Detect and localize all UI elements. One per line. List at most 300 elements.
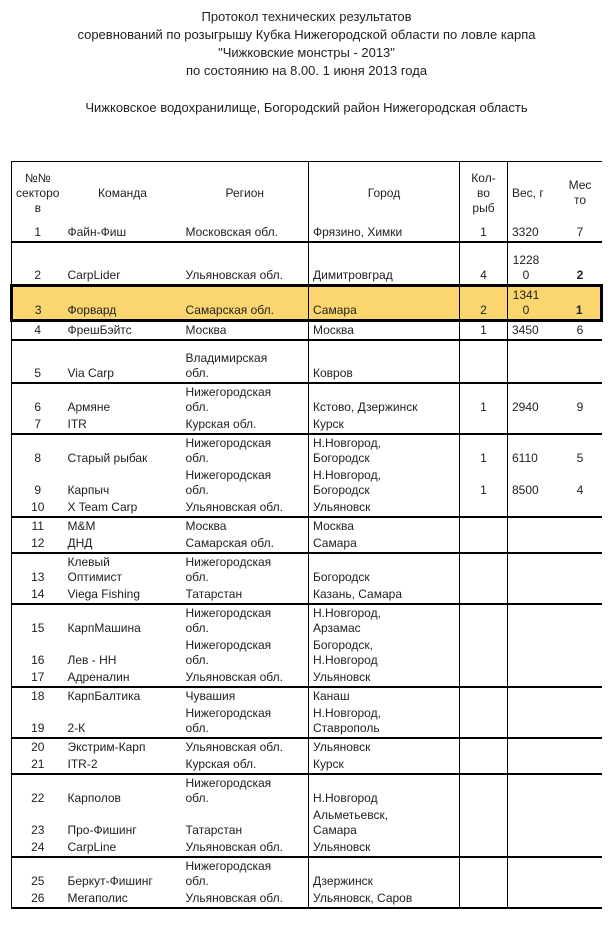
cell-weight-text: 13410 — [512, 288, 540, 317]
cell-region-text: Ульяновская обл. — [185, 268, 283, 282]
cell-city-text: Н.Новгород, Богородск — [313, 468, 381, 497]
cell-city-text: Москва — [313, 323, 354, 337]
cell-city-text: Н.Новгород, Богородск — [313, 436, 381, 465]
cell-sector: 10 — [12, 499, 64, 517]
cell-team-text: 2-К — [67, 721, 86, 735]
cell-weight-text: 6110 — [512, 451, 538, 465]
cell-team-text: Карполов — [67, 791, 121, 805]
cell-weight — [508, 774, 559, 807]
cell-city — [309, 669, 460, 687]
cell-region-text: Нижегородская обл. — [185, 436, 272, 465]
cell-team-text: Лев - НН — [67, 653, 117, 667]
cell-city-text: Самара — [313, 536, 357, 550]
cell-fish-count: 2 — [460, 286, 508, 321]
header-sector: №№ секторов — [16, 170, 60, 215]
cell-region — [182, 416, 309, 434]
cell-region-text: Нижегородская обл. — [185, 468, 272, 497]
cell-fish-count: 1 — [460, 224, 508, 242]
venue-line: Чижковское водохранилище, Богородский район Нижегородская область — [85, 100, 528, 115]
cell-region-text: Самарская обл. — [185, 303, 274, 317]
cell-sector: 4 — [12, 321, 64, 341]
cell-team — [64, 604, 182, 637]
cell-weight — [508, 535, 559, 553]
cell-city-text: Ковров — [313, 366, 353, 380]
cell-team — [64, 857, 182, 890]
cell-place: 6 — [559, 321, 602, 341]
table-row — [12, 383, 602, 416]
cell-weight — [508, 807, 559, 839]
cell-team-text: Беркут-Фишинг — [67, 874, 153, 888]
table-row — [12, 637, 602, 669]
cell-team-text: КарпБалтика — [67, 689, 141, 703]
cell-region-text: Москва — [185, 519, 227, 533]
cell-region — [182, 535, 309, 553]
cell-place — [559, 807, 602, 839]
cell-weight — [508, 286, 559, 321]
cell-fish-count: 4 — [460, 242, 508, 286]
cell-team-text: M&M — [67, 519, 96, 533]
cell-team-text: Армяне — [67, 400, 111, 414]
cell-region — [182, 637, 309, 669]
cell-weight — [508, 517, 559, 535]
cell-place — [559, 535, 602, 553]
cell-weight — [508, 553, 559, 586]
cell-team — [64, 467, 182, 499]
cell-team — [64, 321, 182, 341]
cell-place — [559, 738, 602, 756]
cell-region — [182, 807, 309, 839]
cell-region — [182, 340, 309, 383]
cell-team — [64, 416, 182, 434]
cell-team-text: ФрешБэйтс — [67, 323, 132, 337]
title-line-4: по состоянию на 8.00. 1 июня 2013 года — [185, 63, 428, 78]
title-line-2: соревнований по розыгрышу Кубка Нижегородской области по ловле карпа — [77, 27, 536, 42]
cell-region — [182, 286, 309, 321]
cell-region-text: Ульяновская обл. — [185, 500, 283, 514]
cell-weight — [508, 705, 559, 738]
cell-city — [309, 321, 460, 341]
cell-team — [64, 535, 182, 553]
cell-city — [309, 774, 460, 807]
cell-weight — [508, 499, 559, 517]
cell-weight-text: 12280 — [512, 253, 540, 282]
cell-fish-count — [460, 857, 508, 890]
cell-sector: 24 — [12, 839, 64, 857]
cell-weight — [508, 687, 559, 705]
cell-place — [559, 774, 602, 807]
cell-team — [64, 807, 182, 839]
cell-team — [64, 669, 182, 687]
table-row — [12, 890, 602, 908]
cell-team-text: КарпМашина — [67, 621, 141, 635]
cell-team — [64, 637, 182, 669]
cell-region — [182, 857, 309, 890]
cell-place — [559, 705, 602, 738]
cell-sector: 8 — [34, 451, 42, 465]
cell-team — [64, 705, 182, 738]
cell-region-text: Татарстан — [185, 587, 243, 601]
cell-city-text: Богородск — [313, 570, 370, 584]
cell-city — [309, 738, 460, 756]
table-header-row — [12, 162, 602, 225]
cell-place — [559, 499, 602, 517]
cell-city-text: Канаш — [313, 689, 350, 703]
cell-region-text: Нижегородская обл. — [185, 606, 272, 635]
table-row — [12, 517, 602, 535]
cell-sector: 22 — [31, 791, 45, 805]
cell-region-text: Нижегородская обл. — [185, 385, 272, 414]
cell-fish-count — [460, 890, 508, 908]
cell-region — [182, 434, 309, 467]
cell-city — [309, 705, 460, 738]
cell-team — [64, 340, 182, 383]
cell-region-text: Татарстан — [185, 823, 243, 837]
cell-city — [309, 839, 460, 857]
cell-place — [559, 416, 602, 434]
cell-weight — [508, 604, 559, 637]
table-row — [12, 224, 602, 242]
header-team: Команда — [98, 185, 147, 200]
cell-place: 5 — [576, 451, 584, 465]
cell-city — [309, 586, 460, 604]
cell-region — [182, 756, 309, 774]
cell-city — [309, 890, 460, 908]
cell-team — [64, 839, 182, 857]
cell-place — [559, 756, 602, 774]
cell-fish-count — [460, 756, 508, 774]
cell-place: 1 — [559, 286, 602, 321]
cell-region-text: Нижегородская обл. — [185, 859, 272, 888]
cell-team-text: ДНД — [67, 536, 93, 550]
cell-region-text: Ульяновская обл. — [185, 670, 283, 684]
cell-weight — [508, 890, 559, 908]
cell-city-text: Москва — [313, 519, 354, 533]
cell-region-text: Ульяновская обл. — [185, 891, 283, 905]
cell-city — [309, 535, 460, 553]
cell-sector: 3 — [12, 286, 64, 321]
cell-sector: 16 — [31, 653, 45, 667]
cell-sector: 19 — [12, 705, 64, 738]
cell-fish-count — [460, 839, 508, 857]
cell-fish-count — [460, 669, 508, 687]
cell-weight — [508, 738, 559, 756]
cell-place — [559, 517, 602, 535]
table-row — [12, 705, 602, 738]
cell-team-text: Форвард — [67, 303, 117, 317]
table-row — [12, 756, 602, 774]
cell-weight — [508, 242, 559, 286]
cell-team-text: X Team Carp — [67, 500, 138, 514]
cell-team — [64, 774, 182, 807]
cell-region — [182, 499, 309, 517]
cell-region-text: Москва — [185, 323, 227, 337]
table-row-selected — [12, 286, 602, 321]
cell-region-text: Нижегородская обл. — [185, 706, 272, 735]
table-row — [12, 416, 602, 434]
cell-weight — [508, 586, 559, 604]
cell-city — [309, 383, 460, 416]
cell-region — [182, 517, 309, 535]
cell-city — [309, 434, 460, 467]
cell-fish-count — [460, 738, 508, 756]
cell-fish-count — [460, 553, 508, 586]
cell-sector: 6 — [34, 400, 42, 414]
cell-team — [64, 434, 182, 467]
cell-sector: 13 — [31, 570, 45, 584]
cell-city-text: Ульяновск — [313, 840, 371, 854]
cell-team — [64, 756, 182, 774]
cell-region — [182, 738, 309, 756]
cell-city-text: Ульяновск — [313, 740, 371, 754]
cell-city-text: Н.Новгород, Ставрополь — [313, 706, 381, 735]
cell-sector: 1 — [12, 224, 64, 242]
header-place: Место — [568, 178, 592, 207]
cell-fish-count — [460, 637, 508, 669]
cell-city-text: Казань, Самара — [313, 587, 402, 601]
cell-fish-count — [460, 807, 508, 839]
cell-team — [64, 224, 182, 242]
cell-place — [559, 604, 602, 637]
cell-city-text: Ульяновск, Саров — [313, 891, 413, 905]
cell-city-text: Н.Новгород — [313, 791, 378, 805]
cell-team-text: ITR-2 — [67, 757, 98, 771]
cell-fish-count — [460, 340, 508, 383]
cell-sector: 7 — [12, 416, 64, 434]
cell-city — [309, 416, 460, 434]
table-row — [12, 434, 602, 467]
table-row — [12, 839, 602, 857]
table-row — [12, 738, 602, 756]
cell-sector: 21 — [12, 756, 64, 774]
cell-place — [559, 637, 602, 669]
table-row — [12, 535, 602, 553]
cell-city — [309, 467, 460, 499]
table-row — [12, 586, 602, 604]
cell-region-text: Нижегородская обл. — [185, 638, 272, 667]
cell-fish-count — [460, 499, 508, 517]
cell-team — [64, 517, 182, 535]
cell-weight — [508, 224, 559, 242]
cell-city-text: Альметьевск, Самара — [313, 808, 389, 837]
cell-place — [559, 586, 602, 604]
table-row — [12, 340, 602, 383]
cell-team-text: CarpLine — [67, 840, 117, 854]
cell-region — [182, 467, 309, 499]
cell-city — [309, 857, 460, 890]
cell-fish-count: 1 — [460, 467, 508, 499]
cell-city — [309, 553, 460, 586]
cell-place — [559, 839, 602, 857]
cell-city-text: Ульяновск — [313, 500, 371, 514]
cell-weight-text: 8500 — [512, 483, 539, 497]
cell-city — [309, 286, 460, 321]
title-line-1: Протокол технических результатов — [201, 9, 412, 24]
cell-region — [182, 586, 309, 604]
cell-weight — [508, 340, 559, 383]
cell-weight-text: 3450 — [512, 323, 539, 337]
header-city: Город — [309, 162, 460, 225]
cell-team-text: Viega Fishing — [67, 587, 140, 601]
cell-city-text: Самара — [313, 303, 357, 317]
cell-city-text: Курск — [313, 757, 344, 771]
cell-city — [309, 499, 460, 517]
table-row — [12, 242, 602, 286]
cell-team — [64, 242, 182, 286]
cell-place — [559, 340, 602, 383]
cell-sector: 15 — [31, 621, 45, 635]
cell-team — [64, 586, 182, 604]
cell-sector: 26 — [12, 890, 64, 908]
cell-team-text: Клевый Оптимист — [67, 555, 122, 584]
cell-city — [309, 756, 460, 774]
header-weight: Вес, г — [512, 185, 544, 200]
cell-place: 9 — [576, 400, 584, 414]
cell-team-text: Карпыч — [67, 483, 110, 497]
cell-city — [309, 604, 460, 637]
cell-team-text: Файн-Фиш — [67, 225, 127, 239]
cell-fish-count — [460, 705, 508, 738]
cell-team-text: Мегаполис — [67, 891, 128, 905]
title-line-3: "Чижковские монстры - 2013" — [218, 45, 395, 60]
cell-region-text: Ульяновская обл. — [185, 840, 283, 854]
cell-city — [309, 637, 460, 669]
cell-sector: 9 — [34, 483, 42, 497]
cell-region-text: Курская обл. — [185, 417, 257, 431]
cell-team-text: ITR — [67, 417, 87, 431]
cell-region-text: Самарская обл. — [185, 536, 274, 550]
cell-fish-count — [460, 687, 508, 705]
cell-city-text: Кстово, Дзержинск — [313, 400, 418, 414]
cell-team — [64, 890, 182, 908]
cell-weight — [508, 637, 559, 669]
cell-region-text: Нижегородская обл. — [185, 555, 272, 584]
cell-region — [182, 224, 309, 242]
cell-place — [559, 669, 602, 687]
cell-sector: 5 — [12, 340, 64, 383]
cell-weight — [508, 756, 559, 774]
cell-region — [182, 383, 309, 416]
table-row — [12, 687, 602, 705]
cell-weight — [508, 467, 559, 499]
cell-region — [182, 321, 309, 341]
cell-fish-count — [460, 774, 508, 807]
cell-place: 4 — [576, 483, 584, 497]
cell-team-text: CarpLider — [67, 268, 121, 282]
cell-city — [309, 687, 460, 705]
cell-weight — [508, 383, 559, 416]
cell-fish-count — [460, 535, 508, 553]
table-row — [12, 669, 602, 687]
cell-city-text: Н.Новгород, Арзамас — [313, 606, 381, 635]
cell-place — [559, 857, 602, 890]
cell-city-text: Фрязино, Химки — [313, 225, 403, 239]
cell-fish-count: 1 — [460, 383, 508, 416]
table-row — [12, 467, 602, 499]
cell-place: 7 — [559, 224, 602, 242]
table-row — [12, 774, 602, 807]
cell-team-text: Старый рыбак — [67, 451, 148, 465]
cell-region — [182, 604, 309, 637]
cell-place — [559, 687, 602, 705]
cell-region — [182, 774, 309, 807]
cell-sector: 18 — [31, 689, 45, 703]
cell-sector: 11 — [31, 519, 44, 533]
cell-region — [182, 242, 309, 286]
cell-fish-count — [460, 517, 508, 535]
cell-team-text: Via Carp — [67, 366, 114, 380]
cell-sector: 2 — [34, 268, 42, 282]
cell-team — [64, 553, 182, 586]
cell-city — [309, 340, 460, 383]
cell-team-text: Экстрим-Карп — [67, 740, 146, 754]
cell-team — [64, 738, 182, 756]
cell-fish-count: 1 — [460, 434, 508, 467]
cell-team — [64, 499, 182, 517]
cell-region-text: Московская обл. — [185, 225, 278, 239]
cell-city — [309, 807, 460, 839]
cell-city — [309, 224, 460, 242]
cell-region — [182, 687, 309, 705]
cell-region-text: Чувашия — [185, 689, 236, 703]
header-fish-count: Кол-во рыб — [460, 162, 508, 225]
cell-city — [309, 242, 460, 286]
table-row — [12, 321, 602, 341]
cell-region-text: Ульяновская обл. — [185, 740, 283, 754]
table-row — [12, 604, 602, 637]
cell-city-text: Ульяновск — [313, 670, 371, 684]
cell-weight — [508, 434, 559, 467]
cell-region — [182, 705, 309, 738]
cell-region — [182, 839, 309, 857]
cell-weight — [508, 857, 559, 890]
cell-region-text: Курская обл. — [185, 757, 257, 771]
cell-team — [64, 687, 182, 705]
cell-region-text: Нижегородская обл. — [185, 776, 272, 805]
cell-sector: 20 — [31, 740, 45, 754]
table-row — [12, 807, 602, 839]
cell-team-text: Про-Фишинг — [67, 823, 137, 837]
results-table — [10, 161, 603, 909]
cell-region — [182, 890, 309, 908]
cell-region-text: Владимирская обл. — [185, 351, 268, 380]
document-title — [0, 8, 613, 80]
header-region: Регион — [182, 162, 309, 225]
cell-fish-count — [460, 416, 508, 434]
cell-fish-count — [460, 586, 508, 604]
cell-city-text: Дзержинск — [313, 874, 373, 888]
cell-team-text: Адреналин — [67, 670, 130, 684]
cell-sector: 12 — [12, 535, 64, 553]
cell-city — [309, 517, 460, 535]
cell-sector: 25 — [31, 874, 45, 888]
cell-fish-count: 1 — [460, 321, 508, 341]
cell-sector: 23 — [31, 823, 45, 837]
table-row — [12, 857, 602, 890]
table-row — [12, 499, 602, 517]
cell-place: 2 — [576, 268, 584, 282]
cell-region — [182, 553, 309, 586]
cell-sector: 14 — [12, 586, 64, 604]
cell-team — [64, 383, 182, 416]
cell-place — [559, 890, 602, 908]
cell-weight — [508, 839, 559, 857]
cell-place — [559, 553, 602, 586]
cell-city-text: Богородск, Н.Новгород — [313, 638, 378, 667]
cell-weight — [508, 321, 559, 341]
cell-city-text: Курск — [313, 417, 344, 431]
cell-weight — [508, 669, 559, 687]
cell-weight-text: 3320 — [512, 225, 539, 239]
